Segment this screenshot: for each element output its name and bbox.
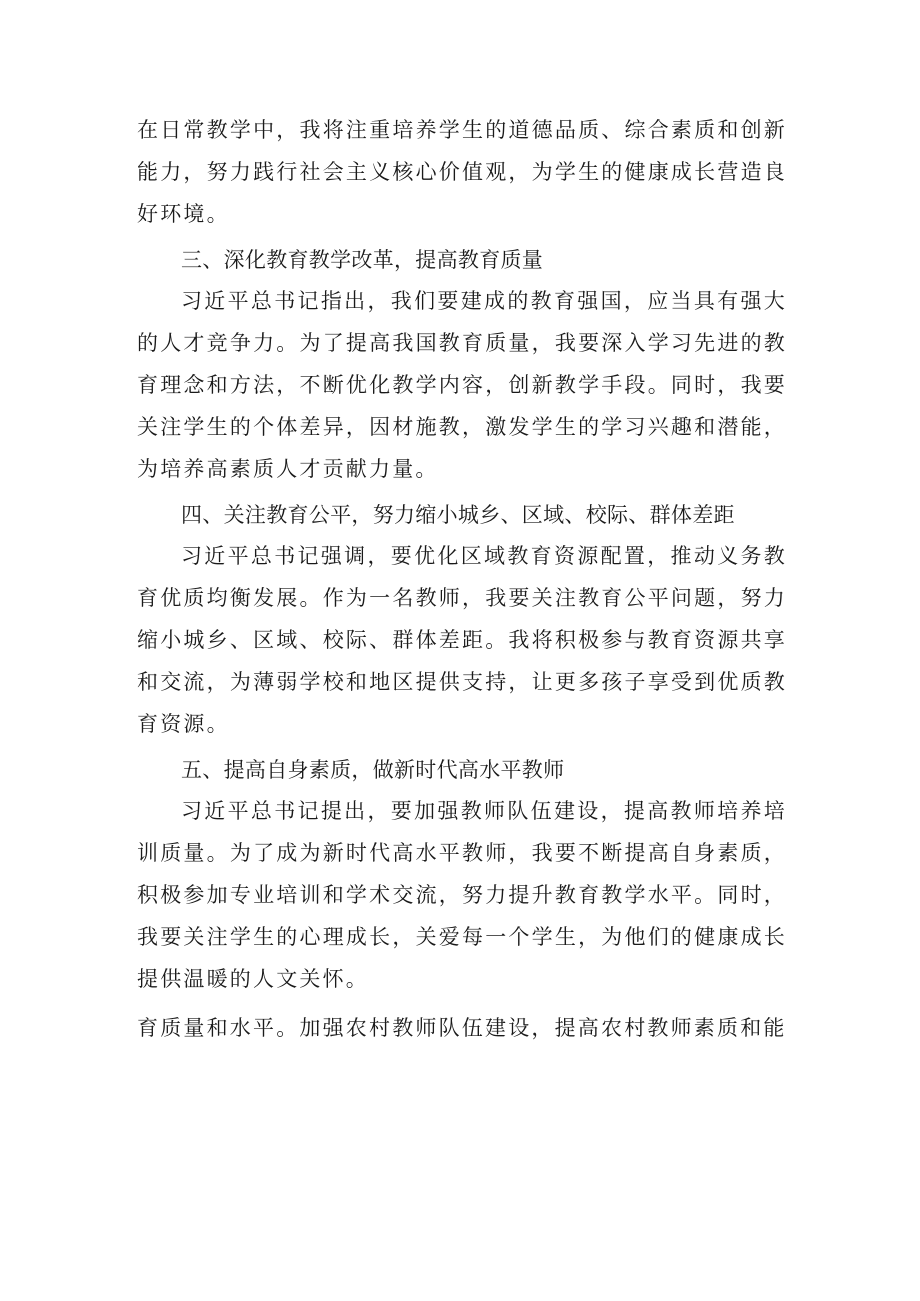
paragraph-continuation: 在日常教学中，我将注重培养学生的道德品质、综合素质和创新能力，努力践行社会主义核心价值观，为学生的健康成长营造良好环境。 (137, 118, 787, 226)
paragraph-section-5: 习近平总书记提出，要加强教师队伍建设，提高教师培养培训质量。为了成为新时代高水平教师，我要不断提高自身素质，积极参加专业培训和学术交流，努力提升教育教学水平。同时，我要关注学生的心理成长，关爱每一个学生，为他们的健康成长提供温暖的人文关怀。 (137, 799, 787, 991)
paragraph-section-3: 习近平总书记指出，我们要建成的教育强国，应当具有强大的人才竞争力。为了提高我国教育质量，我要深入学习先进的教育理念和方法，不断优化教学内容，创新教学手段。同时，我要关注学生的个体差异，因材施教，激发学生的学习兴趣和潜能，为培养高素质人才贡献力量。 (137, 289, 787, 481)
section-heading-5: 五、提高自身素质，做新时代高水平教师 (181, 758, 565, 783)
document-body (137, 110, 787, 1050)
section-heading-4: 四、关注教育公平，努力缩小城乡、区域、校际、群体差距 (181, 503, 735, 528)
paragraph-section-4: 习近平总书记强调，要优化区域教育资源配置，推动义务教育优质均衡发展。作为一名教师，我要关注教育公平问题，努力缩小城乡、区域、校际、群体差距。我将积极参与教育资源共享和交流，为薄弱学校和地区提供支持，让更多孩子享受到优质教育资源。 (137, 544, 787, 736)
section-heading-3: 三、深化教育教学改革，提高教育质量 (181, 248, 544, 273)
paragraph-trailing-fragment: 育质量和水平。加强农村教师队伍建设，提高农村教师素质和能 (137, 1016, 787, 1041)
